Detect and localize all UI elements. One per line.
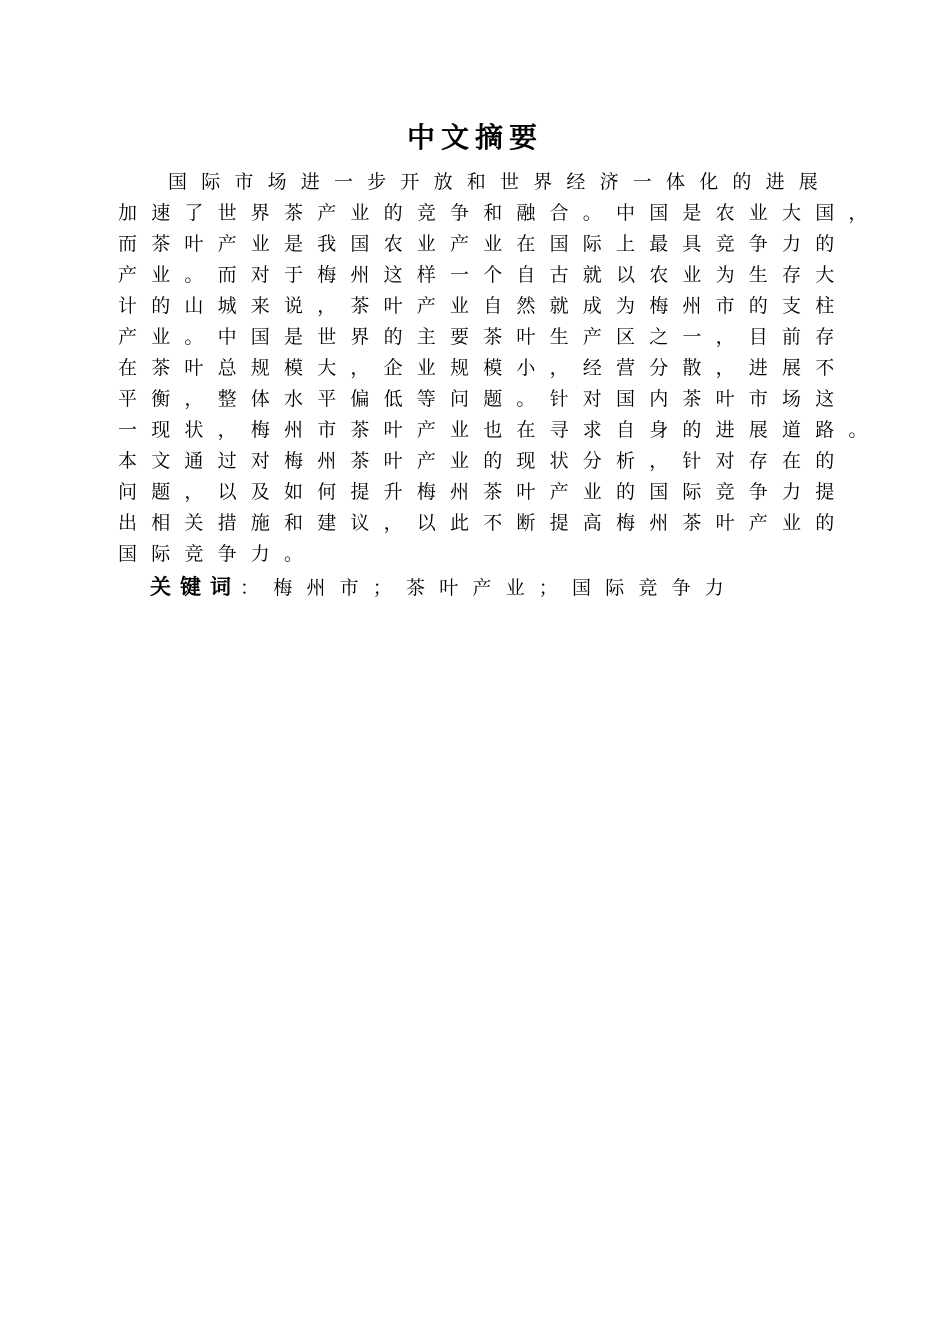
abstract-line: 而茶叶产业是我国农业产业在国际上最具竞争力的 bbox=[118, 233, 849, 255]
abstract-line: 问题，以及如何提升梅州茶叶产业的国际竞争力提 bbox=[118, 481, 849, 503]
abstract-line: 产业。而对于梅州这样一个自古就以农业为生存大 bbox=[118, 264, 849, 286]
abstract-line: 本文通过对梅州茶叶产业的现状分析，针对存在的 bbox=[118, 450, 849, 472]
abstract-line: 在茶叶总规模大，企业规模小，经营分散，进展不 bbox=[118, 357, 849, 379]
abstract-line: 一现状，梅州市茶叶产业也在寻求自身的进展道路。 bbox=[118, 419, 882, 441]
abstract-body bbox=[118, 167, 882, 570]
keywords-label: 关键词 bbox=[150, 575, 240, 599]
abstract-line: 国际竞争力。 bbox=[118, 543, 318, 565]
abstract-line: 平衡，整体水平偏低等问题。针对国内茶叶市场这 bbox=[118, 388, 849, 410]
abstract-line: 加速了世界茶产业的竞争和融合。中国是农业大国， bbox=[118, 202, 882, 224]
abstract-line: 出相关措施和建议，以此不断提高梅州茶叶产业的 bbox=[118, 512, 849, 534]
abstract-line: 产业。中国是世界的主要茶叶生产区之一，目前存 bbox=[118, 326, 849, 348]
abstract-line: 计的山城来说，茶叶产业自然就成为梅州市的支柱 bbox=[118, 295, 849, 317]
abstract-line: 国际市场进一步开放和世界经济一体化的进展 bbox=[168, 171, 833, 193]
page-title: 中文摘要 bbox=[406, 121, 543, 154]
keywords-values: ：梅州市；茶叶产业；国际竞争力 bbox=[240, 577, 739, 599]
keywords-row bbox=[150, 572, 738, 603]
